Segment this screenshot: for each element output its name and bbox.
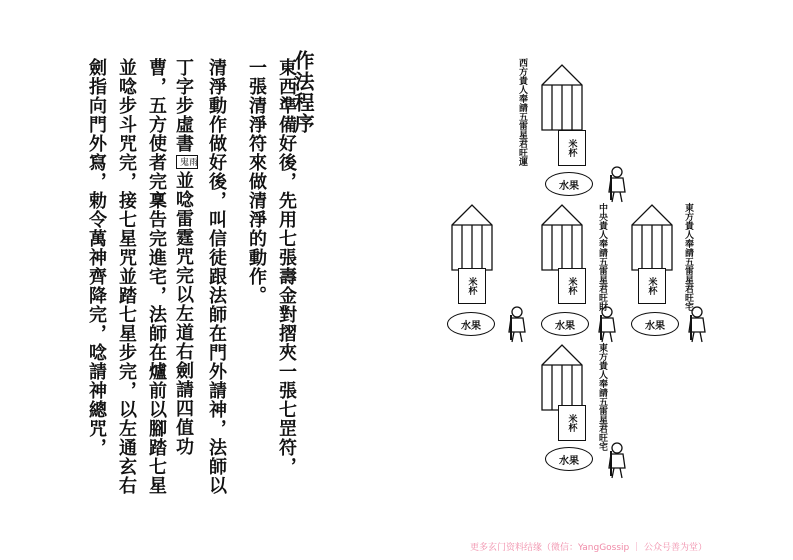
rice-cup-top: 米杯 [558,130,586,166]
person-figure-3-icon [599,307,615,342]
body-column-5: 曹，五方使者完稟告完進宅，法師在爐前以腳踏七星 [146,58,167,495]
body-column-3: 清淨動作做好後，叫信徒跟法師在門外請神，法師以 [206,58,227,495]
house-top-icon [542,65,582,130]
house-label-center: 中央貴人奉請五雷星君旺財 [597,203,607,311]
house-label-west: 西方貴人奉請五雷星君旺運 [517,58,527,166]
house-label-east-bottom: 東方貴人奉請五雷星君旺宅 [597,343,607,451]
talisman-seal-glyph [176,155,198,169]
footer-watermark: 更多玄门资料结缘（微信：YangGossip ｜ 公众号善为堂） [470,543,707,553]
house-left-icon [452,205,492,270]
house-label-east: 東方貴人奉請五雷星君旺宅 [683,203,693,311]
rice-cup-bottom: 米杯 [558,405,586,441]
house-center-icon [542,205,582,270]
rice-cup-left: 米杯 [458,268,486,304]
fruit-plate-center: 水果 [541,312,589,336]
body-column-2: 一張清淨符來做清淨的動作。 [246,58,267,305]
body-column-7: 劍指向門外寫，勅令萬神齊降完，唸請神總咒， [86,58,107,457]
body-column-6: 並唸步斗咒完，接七星咒並踏七星步完，以左通玄右 [116,58,137,495]
fruit-plate-top: 水果 [545,172,593,196]
rice-cup-right: 米杯 [638,268,666,304]
rice-cup-center: 米杯 [558,268,586,304]
house-bottom-icon [542,345,582,410]
person-figure-5-icon [609,443,625,478]
house-right-icon [632,205,672,270]
seal-char-2: 鬼 [178,157,188,167]
body-column-1: 東西準備好後，先用七張壽金對摺夾一張七罡符， [276,58,297,476]
body-column-4-text-b: 並唸雷霆咒完以左道右劍請四值功 [173,171,194,456]
person-figure-2-icon [509,307,525,342]
body-column-4 [171,58,198,456]
fruit-plate-bottom: 水果 [545,447,593,471]
seal-char-1: 雨 [187,157,197,167]
body-column-4-text: 丁字步虛書 [173,58,194,153]
fruit-plate-right: 水果 [631,312,679,336]
altar-layout-diagram [425,50,725,490]
person-figure-1-icon [609,167,625,202]
person-figure-4-icon [689,307,705,342]
section-title: 作法程序 [291,50,315,134]
fruit-plate-left: 水果 [447,312,495,336]
